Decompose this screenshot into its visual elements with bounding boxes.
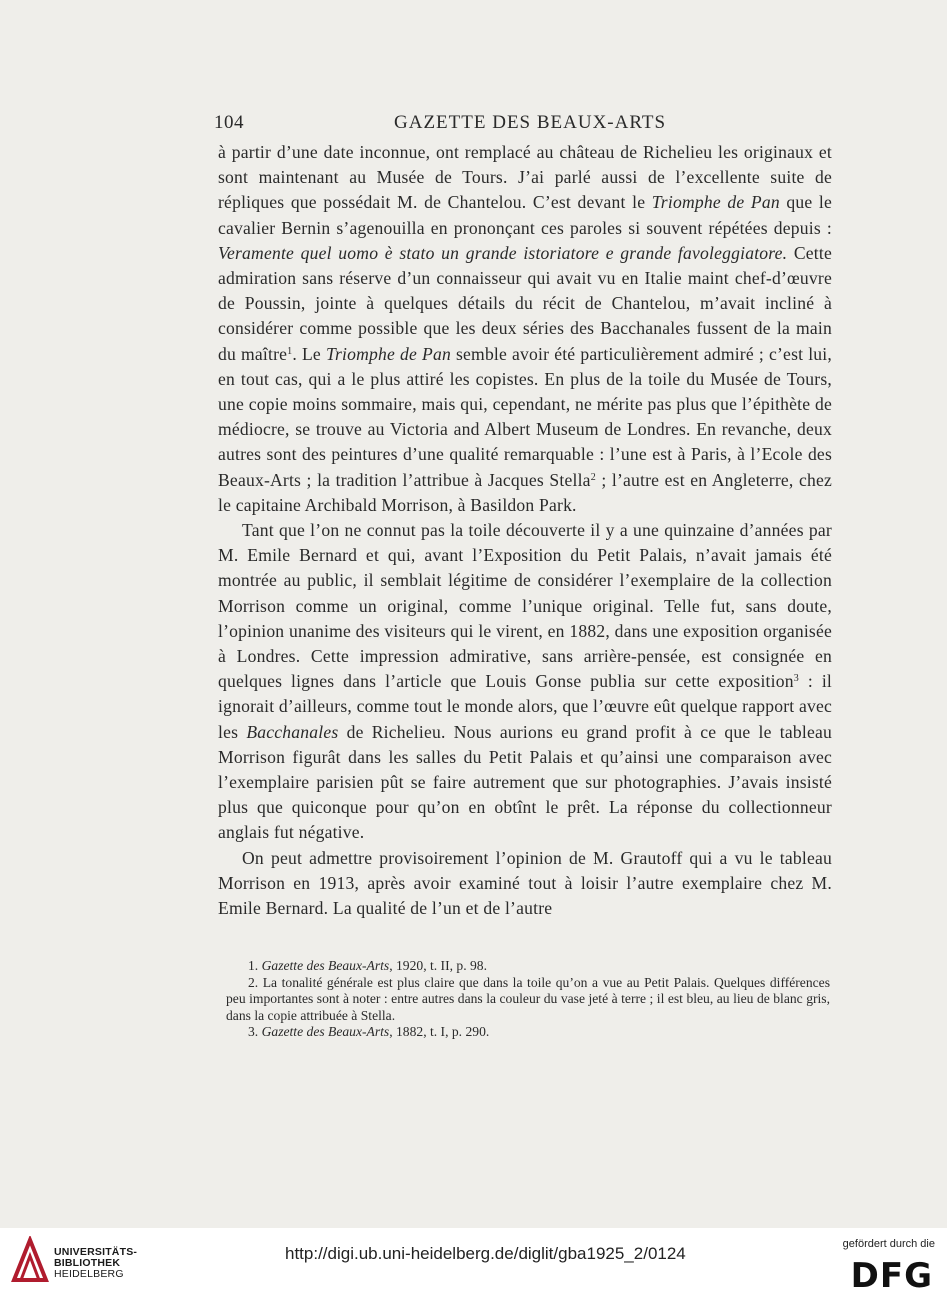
- text-run: 1.: [248, 958, 262, 973]
- text-run: ; l’autre est en Angleterre, chez le capitaine Archibald Morrison, à Basildon Park.: [218, 469, 832, 515]
- italic-text: Triomphe de Pan: [651, 192, 780, 213]
- italic-text: Triomphe de Pan: [325, 343, 451, 364]
- text-run: Tant que l’on ne connut pas la toile découverte il y a une quinzaine d’années par M. Emile Bernard et qui, avant l’Exposition du Petit Palais, n’avait jamais été montrée au public, il semblait légitime de considérer l’exemplaire de la collection Morrison comme un original, comme l’unique original. Telle fut, sans doute, l’opinion unanime des visiteurs qui le virent, en 1882, dans une exposition organisée à Londres. Cette impression admirative, sans arrière-pensée, est consignée en quelques lignes dans l’article que Louis Gonse publia sur cette exposition: [218, 520, 832, 692]
- footnote-ref: 1: [287, 345, 293, 357]
- text-run: de Richelieu. Nous aurions eu grand profit à ce que le tableau Morrison figurât dans les salles du Petit Palais et qu’ainsi une comparaison avec l’exemplaire parisien pût se faire autrement que sur photographies. J’avais insisté plus que quiconque pour qu’on en obtînt le prêt. La réponse du collectionneur anglais fut négative.: [218, 721, 832, 843]
- footnote-ref: 3: [793, 673, 799, 685]
- text-run: On peut admettre provisoirement l’opinion de M. Grautoff qui a vu le tableau Morrison en 1913, après avoir examiné tout à loisir l’autre exemplaire chez M. Emile Bernard. La qualité de l’un et de l’autre: [218, 847, 832, 919]
- paragraph: [218, 518, 832, 846]
- permalink-url[interactable]: http://digi.ub.uni-heidelberg.de/diglit/gba1925_2/0124: [285, 1244, 686, 1263]
- text-run: . Le: [292, 343, 326, 364]
- university-seal-icon: [10, 1236, 50, 1286]
- text-run: 3.: [248, 1024, 262, 1040]
- footnote: [226, 975, 830, 1025]
- footnote-ref: 2: [590, 471, 596, 483]
- paragraph: [218, 846, 832, 922]
- italic-text: Gazette des Beaux-Arts: [261, 1024, 390, 1040]
- journal-title: GAZETTE DES BEAUX-ARTS: [394, 112, 667, 133]
- paragraph: [218, 140, 832, 518]
- text-run: , 1882, t. I, p. 290.: [389, 1024, 490, 1040]
- italic-text: Veramente quel uomo è stato un grande istoriatore e grande favoleggiatore.: [218, 242, 788, 263]
- running-head: [214, 112, 834, 138]
- text-run: : il ignorait d’ailleurs, comme tout le monde alors, que l’œuvre eût quelque rapport avec les: [218, 671, 833, 742]
- footnote: [226, 1024, 830, 1041]
- text-run: semble avoir été particulièrement admiré ; c’est lui, en tout cas, qui a le plus attiré les copistes. En plus de la toile du Musée de Tours, une copie moins sommaire, mais qui, cependant, ne mérite pas plus que l’épithète de médiocre, se trouve au Victoria and Albert Museum de Londres. En revanche, deux autres sont des peintures d’une qualité remarquable : l’une est à Paris, à l’Ecole des Beaux-Arts ; la tradition l’attribue à Jacques Stella: [218, 343, 832, 490]
- body-text: [218, 140, 832, 921]
- digitization-footer: [0, 1228, 947, 1296]
- text-run: 2. La tonalité générale est plus claire que dans la toile qu’on a vue au Petit Palais. Quelques différences peu importantes sont à noter : entre autres dans la couleur du vase jeté à terre ; il est bleu, au lieu de blanc gris, dans la copie attribuée à Stella.: [226, 974, 830, 1023]
- footnote: [226, 958, 830, 975]
- funded-by-label: gefördert durch die: [842, 1238, 935, 1250]
- dfg-logo: DFG: [850, 1256, 933, 1296]
- italic-text: Bacchanales: [246, 721, 339, 742]
- italic-text: Gazette des Beaux-Arts: [261, 958, 390, 973]
- text-run: , 1920, t. II, p. 98.: [389, 958, 487, 973]
- page-number: 104: [214, 112, 244, 133]
- text-run: à partir d’une date inconnue, ont remplacé au château de Richelieu les originaux et sont maintenant au Musée de Tours. J’ai parlé aussi de l’excellente suite de répliques que possédait M. de Chantelou. C’est devant le: [218, 142, 832, 213]
- text-run: Cette admiration sans réserve d’un connaisseur qui avait vu en Italie maint chef-d’œuvre de Poussin, jointe à quelques détails du récit de Chantelou, m’avait incliné à considérer comme possible que les deux séries des Bacchanales fussent de la main du maître: [218, 242, 832, 364]
- university-name: UNIVERSITÄTS- BIBLIOTHEK HEIDELBERG: [54, 1246, 138, 1280]
- footnotes: [226, 958, 830, 1041]
- text-run: que le cavalier Bernin s’agenouilla en prononçant ces paroles si souvent répétées depuis :: [218, 192, 833, 238]
